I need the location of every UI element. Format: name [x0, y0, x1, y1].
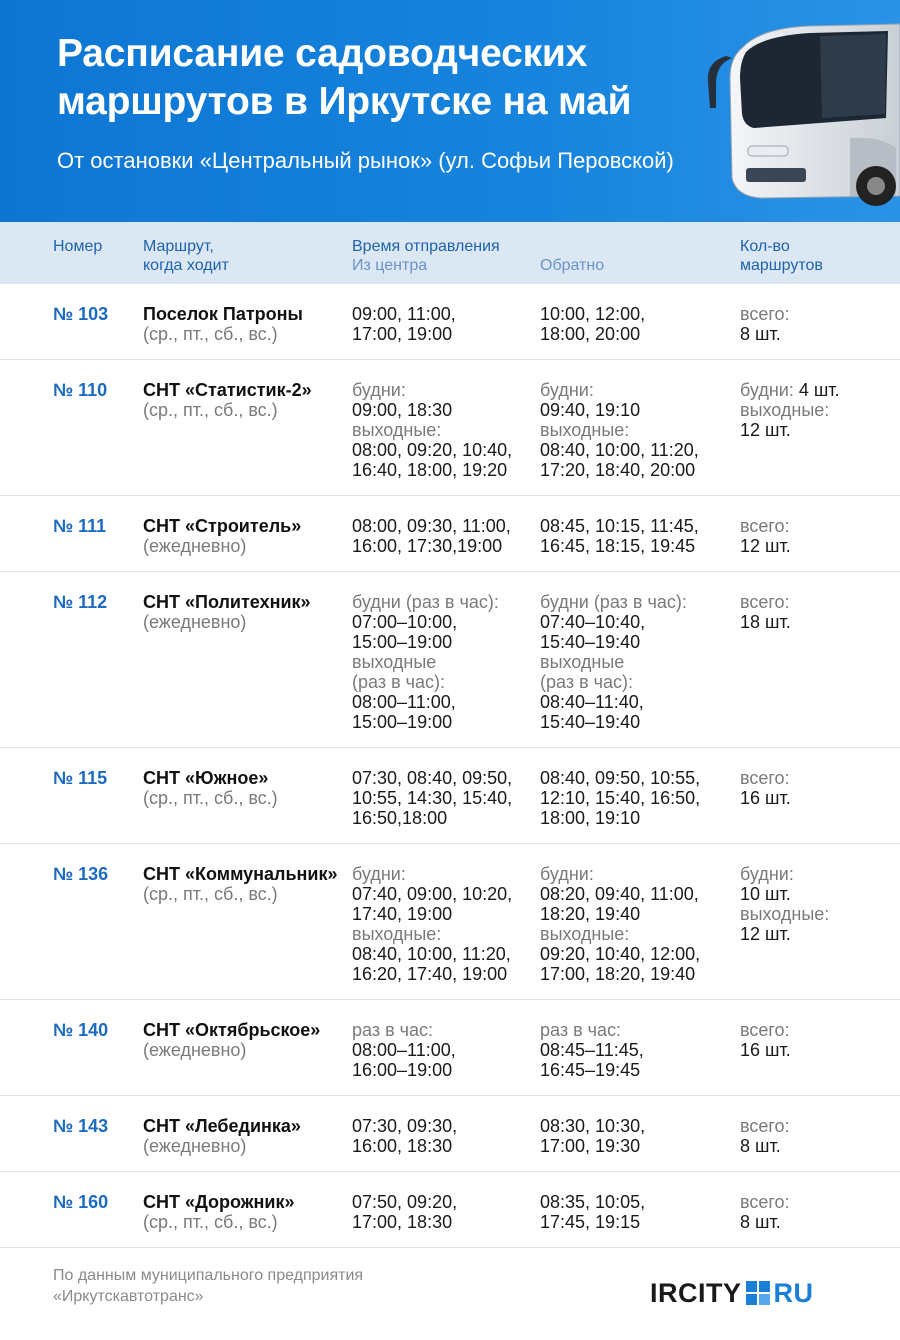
line-text: 09:40, 19:10: [540, 400, 641, 420]
route-name: СНТ «Октябрьское»: [143, 1020, 321, 1040]
line-text: 17:40, 19:00: [352, 904, 453, 924]
line-text: 16 шт.: [740, 1040, 791, 1060]
departure-from-center-line: [352, 1192, 537, 1212]
line-text: 08:40–11:40,: [540, 692, 644, 712]
line-text: 16 шт.: [740, 788, 791, 808]
col-time-label: Время отправления: [352, 238, 500, 255]
col-route-line1: Маршрут,: [143, 238, 214, 255]
departure-from-center-line: [352, 944, 537, 964]
departure-from-center-line: [352, 864, 537, 884]
line-text: 08:35, 10:05,: [540, 1192, 646, 1212]
line-text: 07:50, 09:20,: [352, 1192, 458, 1212]
route-info: [143, 768, 348, 808]
departure-from-center-line: [352, 420, 537, 440]
trip-count-line: [740, 304, 890, 324]
line-text: 17:45, 19:15: [540, 1212, 641, 1232]
line-text: (раз в час):: [352, 672, 446, 692]
line-text: 16:45, 18:15, 19:45: [540, 536, 696, 556]
line-text: всего:: [740, 592, 790, 612]
departure-back-line: [540, 904, 735, 924]
departure-from-center-line: [352, 516, 537, 536]
line-text: 15:40–19:40: [540, 632, 641, 652]
route-info: [143, 592, 348, 632]
line-text: выходные:: [540, 924, 630, 944]
trip-count: [740, 864, 890, 944]
line-text: будни:: [352, 864, 406, 884]
trip-count: [740, 768, 890, 808]
line-text: 16:40, 18:00, 19:20: [352, 460, 508, 480]
trip-count: [740, 1192, 890, 1232]
trip-count-line: [740, 536, 890, 556]
bus-icon: [700, 18, 900, 208]
line-text: 8 шт.: [740, 1136, 781, 1156]
line-text: (раз в час):: [540, 672, 634, 692]
departure-back-line: [540, 400, 735, 420]
line-text: 8 шт.: [740, 324, 781, 344]
departure-from-center: [352, 592, 537, 732]
line-text: всего:: [740, 1192, 790, 1212]
departure-from-center-line: [352, 1116, 537, 1136]
line-text: 16:50,18:00: [352, 808, 448, 828]
line-text: 17:00, 19:30: [540, 1136, 641, 1156]
table-row: [0, 1096, 900, 1172]
departure-from-center: [352, 380, 537, 480]
departure-back-line: [540, 1136, 735, 1156]
line-text: выходные: [540, 652, 625, 672]
line-text: будни (раз в час):: [540, 592, 687, 612]
departure-back-line: [540, 420, 735, 440]
departure-from-center-line: [352, 592, 537, 612]
departure-back-line: [540, 1192, 735, 1212]
trip-count-line: [740, 400, 890, 420]
route-name: СНТ «Статистик-2»: [143, 380, 312, 400]
departure-from-center-line: [352, 884, 537, 904]
departure-back-line: [540, 672, 735, 692]
route-number: № 140: [53, 1020, 109, 1040]
line-text: 17:00, 18:20, 19:40: [540, 964, 696, 984]
line-text: выходные:: [540, 420, 630, 440]
line-text: будни (раз в час):: [352, 592, 499, 612]
trip-count: [740, 304, 890, 344]
trip-count: [740, 1020, 890, 1060]
logo-text-right: RU: [773, 1277, 814, 1308]
departure-from-center-line: [352, 1060, 537, 1080]
col-route-line2: когда ходит: [143, 257, 229, 274]
departure-from-center-line: [352, 964, 537, 984]
departure-back: [540, 516, 735, 556]
page-title: Расписание садоводческих маршрутов в Иркутске на май: [57, 32, 632, 123]
line-extra: 4 шт.: [793, 380, 840, 400]
departure-back: [540, 864, 735, 984]
departure-back-line: [540, 380, 735, 400]
departure-from-center-line: [352, 1136, 537, 1156]
departure-back-line: [540, 864, 735, 884]
line-text: 08:20, 09:40, 11:00,: [540, 884, 699, 904]
logo-text-left: IRCITY: [650, 1277, 742, 1308]
departure-from-center-line: [352, 672, 537, 692]
trip-count-line: [740, 1136, 890, 1156]
line-text: 17:00, 18:30: [352, 1212, 453, 1232]
trip-count-line: [740, 884, 890, 904]
route-name: СНТ «Политехник»: [143, 592, 311, 612]
line-text: будни:: [740, 864, 794, 884]
departure-back: [540, 768, 735, 828]
departure-from-center-line: [352, 612, 537, 632]
departure-back-line: [540, 924, 735, 944]
line-text: выходные:: [352, 924, 442, 944]
page-subtitle: От остановки «Центральный рынок» (ул. Софьи Перовской): [57, 148, 674, 173]
trip-count-line: [740, 1040, 890, 1060]
line-text: 12 шт.: [740, 420, 791, 440]
col-back: Обратно: [540, 257, 605, 274]
route-days: (ср., пт., сб., вс.): [143, 400, 278, 420]
line-text: 08:40, 10:00, 11:20,: [352, 944, 511, 964]
trip-count-line: [740, 592, 890, 612]
trip-count: [740, 592, 890, 632]
route-info: [143, 1020, 348, 1060]
line-text: раз в час:: [352, 1020, 434, 1040]
departure-back-line: [540, 536, 735, 556]
departure-from-center: [352, 1020, 537, 1080]
line-text: 17:20, 18:40, 20:00: [540, 460, 696, 480]
route-number: № 115: [53, 768, 108, 788]
line-text: 16:00, 17:30,19:00: [352, 536, 503, 556]
line-text: всего:: [740, 768, 790, 788]
departure-back-line: [540, 652, 735, 672]
ircity-logo[interactable]: [650, 1278, 814, 1308]
line-text: выходные:: [740, 400, 830, 420]
trip-count-line: [740, 1192, 890, 1212]
trip-count-line: [740, 380, 890, 400]
departure-back-line: [540, 944, 735, 964]
trip-count-line: [740, 788, 890, 808]
departure-from-center-line: [352, 536, 537, 556]
col-route: [143, 237, 229, 275]
route-number: № 110: [53, 380, 108, 400]
departure-from-center-line: [352, 904, 537, 924]
departure-from-center-line: [352, 652, 537, 672]
line-text: 12:10, 15:40, 16:50,: [540, 788, 701, 808]
route-days: (ежедневно): [143, 1136, 247, 1156]
header-banner: [0, 0, 900, 222]
departure-from-center-line: [352, 460, 537, 480]
trip-count-line: [740, 924, 890, 944]
departure-back: [540, 1116, 735, 1156]
departure-from-center: [352, 768, 537, 828]
departure-back-line: [540, 1212, 735, 1232]
route-name: СНТ «Лебединка»: [143, 1116, 301, 1136]
route-name: СНТ «Южное»: [143, 768, 269, 788]
departure-from-center: [352, 864, 537, 984]
line-text: 08:40, 10:00, 11:20,: [540, 440, 699, 460]
route-number: № 136: [53, 864, 109, 884]
line-text: 08:00–11:00,: [352, 692, 456, 712]
trip-count: [740, 1116, 890, 1156]
col-number: Номер: [53, 238, 103, 255]
departure-from-center: [352, 516, 537, 556]
route-days: (ежедневно): [143, 612, 247, 632]
line-text: 18 шт.: [740, 612, 791, 632]
departure-from-center-line: [352, 692, 537, 712]
departure-from-center-line: [352, 1020, 537, 1040]
line-text: раз в час:: [540, 1020, 622, 1040]
departure-back-line: [540, 1040, 735, 1060]
line-text: 07:40–10:40,: [540, 612, 646, 632]
route-days: (ср., пт., сб., вс.): [143, 1212, 278, 1232]
trip-count-line: [740, 864, 890, 884]
route-number: № 143: [53, 1116, 109, 1136]
departure-back-line: [540, 692, 735, 712]
line-text: выходные: [352, 652, 437, 672]
col-time: [352, 237, 500, 275]
line-text: 16:00, 18:30: [352, 1136, 453, 1156]
line-text: будни:: [352, 380, 406, 400]
line-text: всего:: [740, 1020, 790, 1040]
line-text: 17:00, 19:00: [352, 324, 453, 344]
departure-from-center-line: [352, 324, 537, 344]
departure-back-line: [540, 808, 735, 828]
departure-from-center-line: [352, 924, 537, 944]
source-note: По данным муниципального предприятия «Иркутскавтотранс»: [53, 1267, 364, 1305]
departure-from-center-line: [352, 1212, 537, 1232]
departure-back-line: [540, 460, 735, 480]
departure-from-center-line: [352, 1040, 537, 1060]
departure-back-line: [540, 1116, 735, 1136]
line-text: 08:30, 10:30,: [540, 1116, 646, 1136]
line-text: всего:: [740, 304, 790, 324]
departure-from-center-line: [352, 632, 537, 652]
route-info: [143, 304, 348, 344]
departure-back-line: [540, 440, 735, 460]
departure-back-line: [540, 712, 735, 732]
departure-back-line: [540, 788, 735, 808]
route-days: (ср., пт., сб., вс.): [143, 788, 278, 808]
col-from-center: Из центра: [352, 257, 428, 274]
line-text: 08:00, 09:30, 11:00,: [352, 516, 511, 536]
line-text: 08:00, 09:20, 10:40,: [352, 440, 513, 460]
departure-back: [540, 304, 735, 344]
line-text: 08:45, 10:15, 11:45,: [540, 516, 699, 536]
departure-back-line: [540, 884, 735, 904]
route-number: № 111: [53, 516, 107, 536]
line-text: 07:00–10:00,: [352, 612, 458, 632]
departure-from-center-line: [352, 712, 537, 732]
route-name: СНТ «Коммунальник»: [143, 864, 338, 884]
route-name: Поселок Патроны: [143, 304, 303, 324]
departure-from-center-line: [352, 768, 537, 788]
line-text: 08:00–11:00,: [352, 1040, 456, 1060]
trip-count-line: [740, 1212, 890, 1232]
line-text: 10 шт.: [740, 884, 791, 904]
trip-count-line: [740, 768, 890, 788]
route-days: (ежедневно): [143, 1040, 247, 1060]
route-days: (ср., пт., сб., вс.): [143, 324, 278, 344]
departure-from-center: [352, 1192, 537, 1232]
table-row: [0, 748, 900, 844]
departure-back-line: [540, 1060, 735, 1080]
departure-back-line: [540, 632, 735, 652]
line-text: 18:00, 19:10: [540, 808, 641, 828]
line-text: 8 шт.: [740, 1212, 781, 1232]
route-info: [143, 1116, 348, 1156]
table-row: [0, 284, 900, 360]
departure-from-center: [352, 304, 537, 344]
route-info: [143, 1192, 348, 1232]
line-text: 08:40, 09:50, 10:55,: [540, 768, 701, 788]
line-text: 12 шт.: [740, 924, 791, 944]
departure-back-line: [540, 592, 735, 612]
line-text: всего:: [740, 516, 790, 536]
table-row: [0, 496, 900, 572]
trip-count-line: [740, 324, 890, 344]
departure-back: [540, 1020, 735, 1080]
col-count-line2: маршрутов: [740, 257, 823, 274]
line-text: 09:00, 11:00,: [352, 304, 456, 324]
route-info: [143, 380, 348, 420]
departure-back-line: [540, 768, 735, 788]
departure-from-center-line: [352, 808, 537, 828]
line-text: 15:00–19:00: [352, 712, 453, 732]
route-name: СНТ «Строитель»: [143, 516, 302, 536]
table-header: [0, 222, 900, 284]
departure-back: [540, 380, 735, 480]
trip-count-line: [740, 1116, 890, 1136]
route-number: № 160: [53, 1192, 109, 1212]
line-text: выходные:: [352, 420, 442, 440]
col-count: [740, 237, 823, 275]
line-text: 09:00, 18:30: [352, 400, 453, 420]
trip-count: [740, 516, 890, 556]
departure-back-line: [540, 964, 735, 984]
trip-count-line: [740, 420, 890, 440]
trip-count-line: [740, 904, 890, 924]
table-row: [0, 844, 900, 1000]
trip-count: [740, 380, 890, 440]
departure-from-center-line: [352, 788, 537, 808]
line-text: будни:: [540, 864, 594, 884]
departure-back-line: [540, 304, 735, 324]
table-row: [0, 360, 900, 496]
line-text: 15:40–19:40: [540, 712, 641, 732]
line-text: будни:: [540, 380, 594, 400]
line-text: 16:45–19:45: [540, 1060, 641, 1080]
line-text: 16:20, 17:40, 19:00: [352, 964, 508, 984]
line-text: 15:00–19:00: [352, 632, 453, 652]
line-text: всего:: [740, 1116, 790, 1136]
departure-back-line: [540, 612, 735, 632]
departure-from-center: [352, 1116, 537, 1156]
schedule-table: [0, 284, 900, 1248]
route-name: СНТ «Дорожник»: [143, 1192, 295, 1212]
route-number: № 112: [53, 592, 108, 612]
table-row: [0, 1172, 900, 1248]
departure-from-center-line: [352, 304, 537, 324]
table-row: [0, 572, 900, 748]
departure-back: [540, 1192, 735, 1232]
departure-from-center-line: [352, 400, 537, 420]
route-days: (ср., пт., сб., вс.): [143, 884, 278, 904]
table-row: [0, 1000, 900, 1096]
line-text: 12 шт.: [740, 536, 791, 556]
trip-count-line: [740, 516, 890, 536]
departure-back: [540, 592, 735, 732]
departure-from-center-line: [352, 380, 537, 400]
departure-back-line: [540, 1020, 735, 1040]
route-number: № 103: [53, 304, 109, 324]
departure-from-center-line: [352, 440, 537, 460]
line-text: 18:00, 20:00: [540, 324, 641, 344]
line-text: 10:00, 12:00,: [540, 304, 646, 324]
route-info: [143, 864, 348, 904]
trip-count-line: [740, 612, 890, 632]
line-text: 16:00–19:00: [352, 1060, 453, 1080]
route-days: (ежедневно): [143, 536, 247, 556]
ircity-square-icon: [746, 1281, 770, 1305]
line-text: 18:20, 19:40: [540, 904, 641, 924]
col-count-line1: Кол-во: [740, 238, 790, 255]
route-info: [143, 516, 348, 556]
line-text: 09:20, 10:40, 12:00,: [540, 944, 701, 964]
departure-back-line: [540, 324, 735, 344]
line-text: выходные:: [740, 904, 830, 924]
line-text: 08:45–11:45,: [540, 1040, 644, 1060]
departure-back-line: [540, 516, 735, 536]
line-text: 10:55, 14:30, 15:40,: [352, 788, 513, 808]
trip-count-line: [740, 1020, 890, 1040]
line-text: 07:30, 08:40, 09:50,: [352, 768, 513, 788]
line-text: будни:: [740, 380, 794, 400]
line-text: 07:30, 09:30,: [352, 1116, 458, 1136]
line-text: 07:40, 09:00, 10:20,: [352, 884, 513, 904]
